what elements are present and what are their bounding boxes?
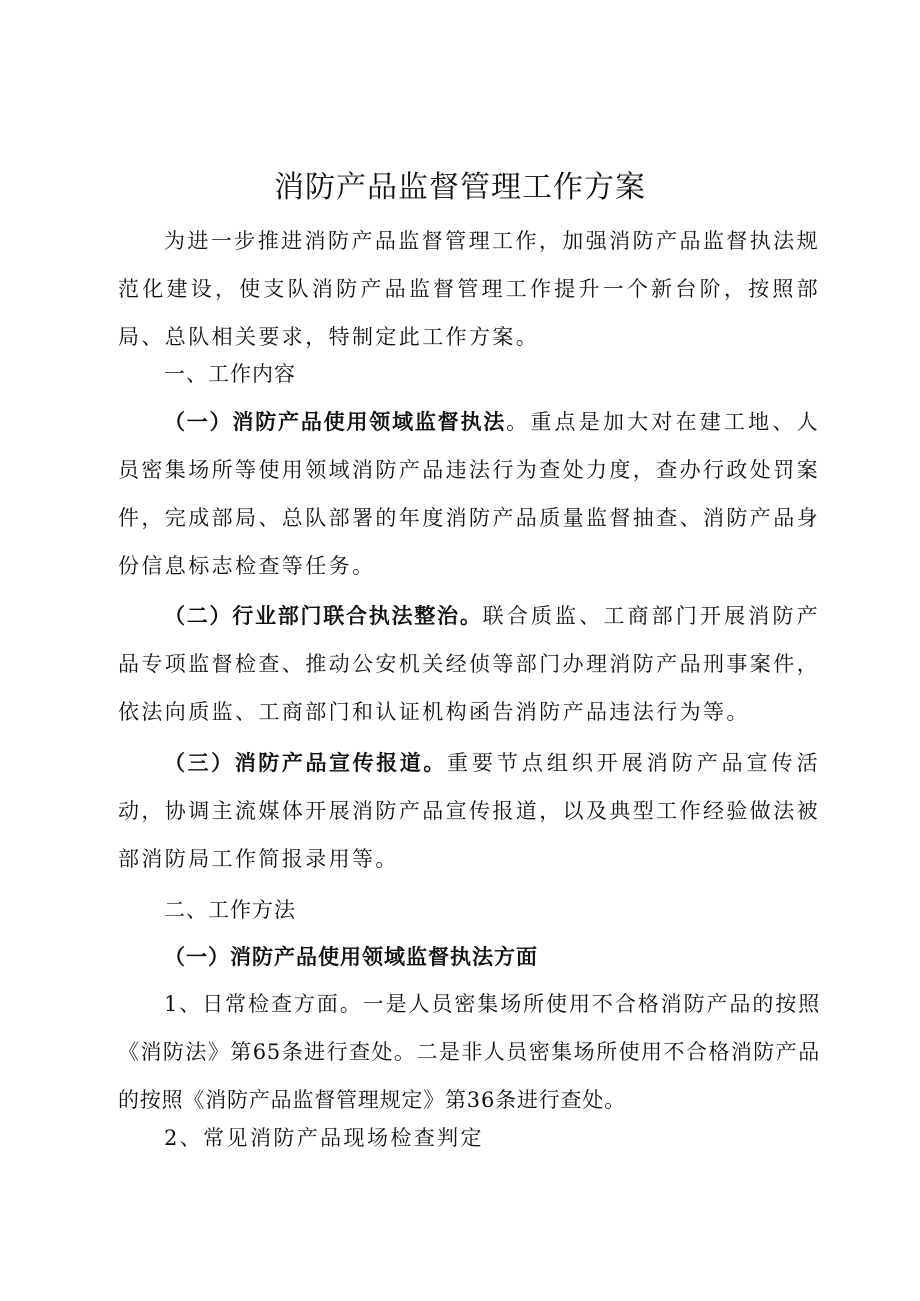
section2-subheading: （一）消防产品使用领域监督执法方面 (164, 945, 538, 969)
section1-heading: 一、工作内容 (164, 362, 296, 386)
section1-item1-paragraph (118, 398, 820, 590)
intro-paragraph: 为进一步推进消防产品监督管理工作，加强消防产品监督执法规范化建设，使支队消防产品监督管理工作提升一个新台阶，按照部局、总队相关要求，特制定此工作方案。 (118, 229, 820, 349)
section1-item2-text: 联合质监、工商部门开展消防产品专项监督检查、推动公安机关经侦等部门办理消防产品刑事案件，依法向质监、工商部门和认证机构函告消防产品违法行为等。 (118, 604, 820, 724)
section2-item2-paragraph: 2、常见消防产品现场检查判定 (164, 1126, 484, 1150)
section2-heading: 二、工作方法 (164, 898, 296, 922)
section1-item2-paragraph (118, 592, 820, 736)
document-title: 消防产品监督管理工作方案 (274, 170, 646, 205)
section1-item3-text: 重要节点组织开展消防产品宣传活动，协调主流媒体开展消防产品宣传报道，以及典型工作经验做法被部消防局工作简报录用等。 (118, 751, 821, 871)
section1-item1-label: （一）消防产品使用领域监督执法 (164, 410, 507, 434)
section1-item3-paragraph (118, 739, 820, 883)
section1-item1-text: 。重点是加大对在建工地、人员密集场所等使用领域消防产品违法行为查处力度，查办行政处罚案件，完成部局、总队部署的年度消防产品质量监督抽查、消防产品身份信息标志检查等任务。 (118, 410, 820, 578)
section1-item2-label: （二）行业部门联合执法整治。 (164, 604, 483, 628)
section1-item3-label: （三）消防产品宣传报道。 (164, 751, 447, 775)
section2-item1-paragraph: 1、日常检查方面。一是人员密集场所使用不合格消防产品的按照《消防法》第65条进行查处。二是非人员密集场所使用不合格消防产品的按照《消防产品监督管理规定》第36条进行查处。 (118, 992, 820, 1112)
